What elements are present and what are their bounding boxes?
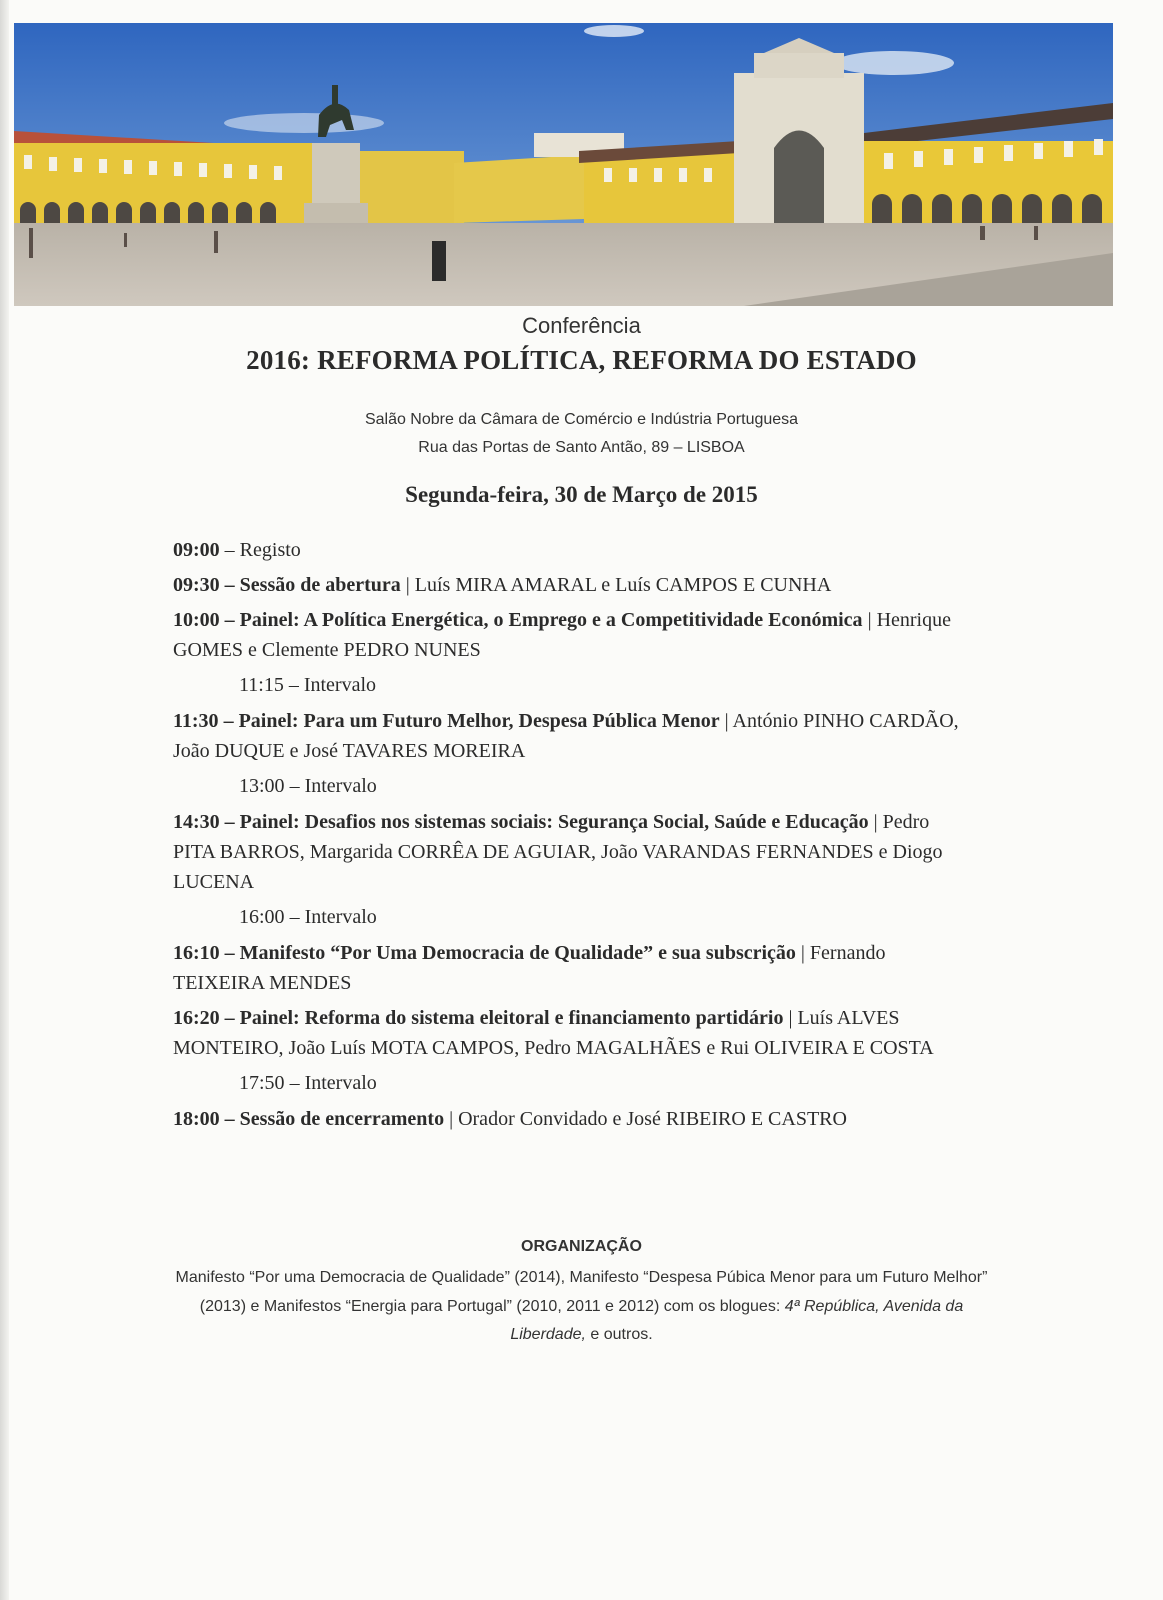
programme-item: 11:30 – Painel: Para um Futuro Melhor, Despesa Pública Menor | António PINHO CARDÃO, João DUQUE e José TAVARES MOREIRA: [173, 710, 959, 762]
programme-item: 09:30 – Sessão de abertura | Luís MIRA AMARAL e Luís CAMPOS E CUNHA: [173, 574, 832, 596]
programme-item: 10:00 – Painel: A Política Energética, o Emprego e a Competitividade Económica | Henrique GOMES e Clemente PEDRO NUNES: [173, 609, 951, 661]
conference-label: Conferência: [522, 313, 641, 338]
venue-name: Salão Nobre da Câmara de Comércio e Indústria Portuguesa: [364, 411, 799, 428]
organization-heading: ORGANIZAÇÃO: [521, 1238, 642, 1255]
event-date: Segunda-feira, 30 de Março de 2015: [405, 482, 758, 507]
conference-title: 2016: REFORMA POLÍTICA, REFORMA DO ESTADO: [246, 345, 917, 375]
programme-item: 18:00 – Sessão de encerramento | Orador Convidado e José RIBEIRO E CASTRO: [173, 1108, 847, 1130]
organization-text: Manifesto “Por uma Democracia de Qualidade” (2014), Manifesto “Despesa Púbica Menor para um Futuro Melhor” (2013) e Manifestos “Energia para Portugal” (2010, 2011 e 2012) com os blogues: 4ª República, Avenida da Liberdade, e outros.: [175, 1269, 988, 1343]
programme-item: 16:20 – Painel: Reforma do sistema eleitoral e financiamento partidário | Luís ALVES MONTEIRO, João Luís MOTA CAMPOS, Pedro MAGALHÃES e Rui OLIVEIRA E COSTA: [173, 1007, 934, 1059]
venue-block: [0, 406, 1163, 462]
programme-break: 16:00 – Intervalo: [239, 906, 377, 928]
page-edge-shadow: [0, 0, 9, 1600]
programme-list: [173, 535, 973, 1139]
programme-break: 13:00 – Intervalo: [239, 775, 377, 797]
programme-item: 09:00 – Registo: [173, 539, 301, 561]
programme-item: 16:10 – Manifesto “Por Uma Democracia de Qualidade” e sua subscrição | Fernando TEIXEIRA MENDES: [173, 942, 886, 994]
organization-blogs: 4ª República, Avenida da Liberdade,: [510, 1297, 964, 1343]
programme-item: 14:30 – Painel: Desafios nos sistemas sociais: Segurança Social, Saúde e Educação | Pedro PITA BARROS, Margarida CORRÊA DE AGUIAR, João VARANDAS FERNANDES e Diogo LUCENA: [173, 811, 943, 893]
programme-break: 17:50 – Intervalo: [239, 1072, 377, 1094]
header-photo-praca-do-comercio: [14, 23, 1113, 306]
programme-break: 11:15 – Intervalo: [239, 674, 377, 696]
venue-address: Rua das Portas de Santo Antão, 89 – LISBOA: [418, 439, 745, 456]
